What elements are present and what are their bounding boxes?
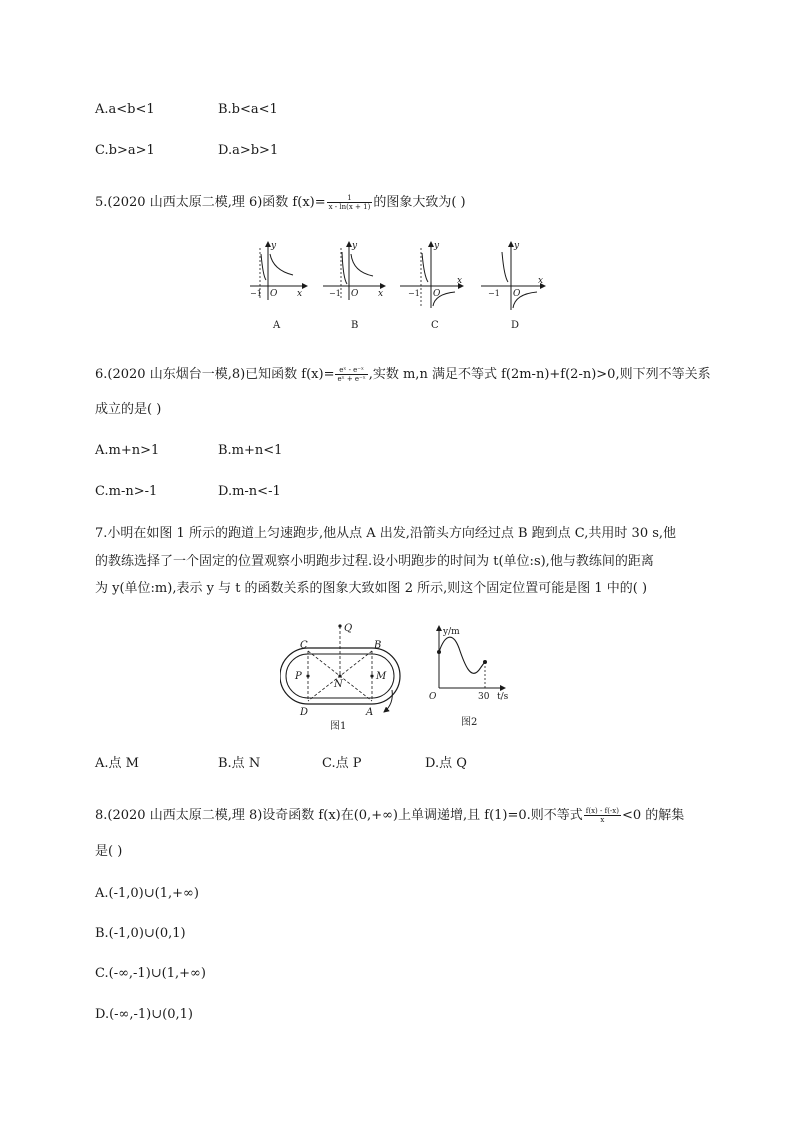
q4-option-a: A.a<b<1 — [95, 102, 155, 117]
q8-stem — [95, 807, 684, 825]
q5-d-minus-one: −1 — [488, 289, 500, 298]
q7-figure-1 — [280, 618, 410, 730]
q5-frac-den: x - ln(x + 1) — [328, 203, 371, 211]
q6-stem-line2: 成立的是( ) — [95, 402, 162, 417]
q7-fig1-label-m: M — [376, 671, 387, 682]
q5-b-minus-one: −1 — [329, 289, 341, 298]
q7-stem-line3: 为 y(单位:m),表示 y 与 t 的函数关系的图象大致如图 2 所示,则这个固定位置可能是图 1 中的( ) — [95, 581, 648, 596]
q7-fig1-label-d: D — [300, 707, 309, 718]
q8-option-a: A.(-1,0)∪(1,+∞) — [95, 886, 199, 901]
q7-fig1-label-q: Q — [344, 623, 353, 634]
q5-d-y-label: y — [514, 241, 520, 251]
q5-a-x-label: x — [297, 289, 303, 299]
q7-fig2-origin: O — [429, 692, 437, 702]
q5-c-x-label: x — [457, 276, 463, 286]
q8-stem-before: 8.(2020 山西太原二模,理 8)设奇函数 f(x)在(0,+∞)上单调递增,且 f(1)=0.则不等式 — [95, 808, 583, 823]
q4-option-c: C.b>a>1 — [95, 143, 155, 158]
q5-stem — [95, 194, 466, 212]
q8-frac-num: f(x) - f(-x) — [585, 807, 619, 815]
q5-graphs — [245, 238, 555, 334]
q5-graph-b — [323, 241, 385, 331]
q5-stem-before: 5.(2020 山西太原二模,理 6)函数 f(x)= — [95, 195, 326, 210]
q5-c-minus-one: −1 — [408, 289, 420, 298]
q7-fig1-label-n: N — [334, 679, 343, 690]
q7-fig1-label-c: C — [300, 640, 308, 651]
q4-option-b: B.b<a<1 — [218, 102, 278, 117]
q5-graph-d — [481, 241, 545, 331]
q7-stem-line2: 的教练选择了一个固定的位置观察小明跑步过程.设小明跑步的时间为 t(单位:s),他与教练间的距离 — [95, 554, 654, 569]
q5-graph-d-label: D — [511, 320, 520, 331]
q5-b-y-label: y — [352, 241, 358, 251]
q6-option-d: D.m-n<-1 — [218, 484, 281, 499]
q8-stem-line2: 是( ) — [95, 844, 123, 859]
q5-b-x-label: x — [378, 289, 384, 299]
q5-graph-c-label: C — [431, 320, 439, 331]
q5-graph-a-label: A — [273, 320, 281, 331]
q7-fig2-caption: 图2 — [461, 717, 478, 728]
q8-fraction — [584, 807, 621, 824]
q5-graph-b-label: B — [351, 320, 359, 331]
q7-fig1-caption: 图1 — [330, 721, 347, 730]
q5-frac-num: 1 — [327, 194, 373, 203]
q5-a-origin: O — [270, 289, 278, 299]
q7-figure-2 — [425, 622, 525, 730]
q7-fig2-y-axis-label: y/m — [443, 627, 460, 637]
q7-fig1-label-p: P — [295, 671, 302, 682]
q7-fig2-t-axis-label: t/s — [497, 692, 509, 702]
q6-frac-num: eˣ - e⁻ˣ — [335, 366, 367, 375]
q7-option-a: A.点 M — [95, 756, 139, 771]
q5-stem-after: 的图象大致为( ) — [373, 195, 466, 210]
q6-frac-den: eˣ + e⁻ˣ — [337, 375, 366, 383]
q6-stem — [95, 366, 711, 384]
q8-option-d: D.(-∞,-1)∪(0,1) — [95, 1007, 193, 1022]
q5-c-y-label: y — [434, 241, 440, 251]
q7-option-b: B.点 N — [218, 756, 261, 771]
q5-b-origin: O — [351, 289, 359, 299]
q7-fig1-label-b: B — [374, 640, 382, 651]
q6-option-a: A.m+n>1 — [95, 443, 160, 458]
q6-option-c: C.m-n>-1 — [95, 484, 158, 499]
q6-fraction — [335, 366, 367, 383]
q5-c-origin: O — [433, 289, 441, 299]
q7-option-d: D.点 Q — [425, 756, 467, 771]
q8-option-b: B.(-1,0)∪(0,1) — [95, 926, 186, 941]
q7-fig2-t-mark: 30 — [478, 692, 490, 702]
q5-d-x-label: x — [538, 276, 544, 286]
q4-option-d: D.a>b>1 — [218, 143, 279, 158]
q5-graph-a — [250, 241, 307, 331]
q5-a-y-label: y — [271, 241, 277, 251]
q7-stem-line1: 7.小明在如图 1 所示的跑道上匀速跑步,他从点 A 出发,沿箭头方向经过点 B 跑到点 C,共用时 30 s,他 — [95, 526, 677, 541]
q5-fraction — [327, 194, 373, 211]
q6-stem-after: ,实数 m,n 满足不等式 f(2m-n)+f(2-n)>0,则下列不等关系 — [368, 367, 711, 382]
q5-d-origin: O — [513, 289, 521, 299]
q7-fig1-label-a: A — [366, 707, 374, 718]
q5-a-minus-one: −1 — [250, 289, 262, 298]
q7-option-c: C.点 P — [322, 756, 362, 771]
q8-stem-after: <0 的解集 — [621, 808, 685, 823]
q8-option-c: C.(-∞,-1)∪(1,+∞) — [95, 966, 206, 981]
q6-stem-before: 6.(2020 山东烟台一模,8)已知函数 f(x)= — [95, 367, 335, 382]
q5-graph-c — [400, 241, 463, 331]
q6-option-b: B.m+n<1 — [218, 443, 283, 458]
q8-frac-den: x — [600, 816, 605, 824]
